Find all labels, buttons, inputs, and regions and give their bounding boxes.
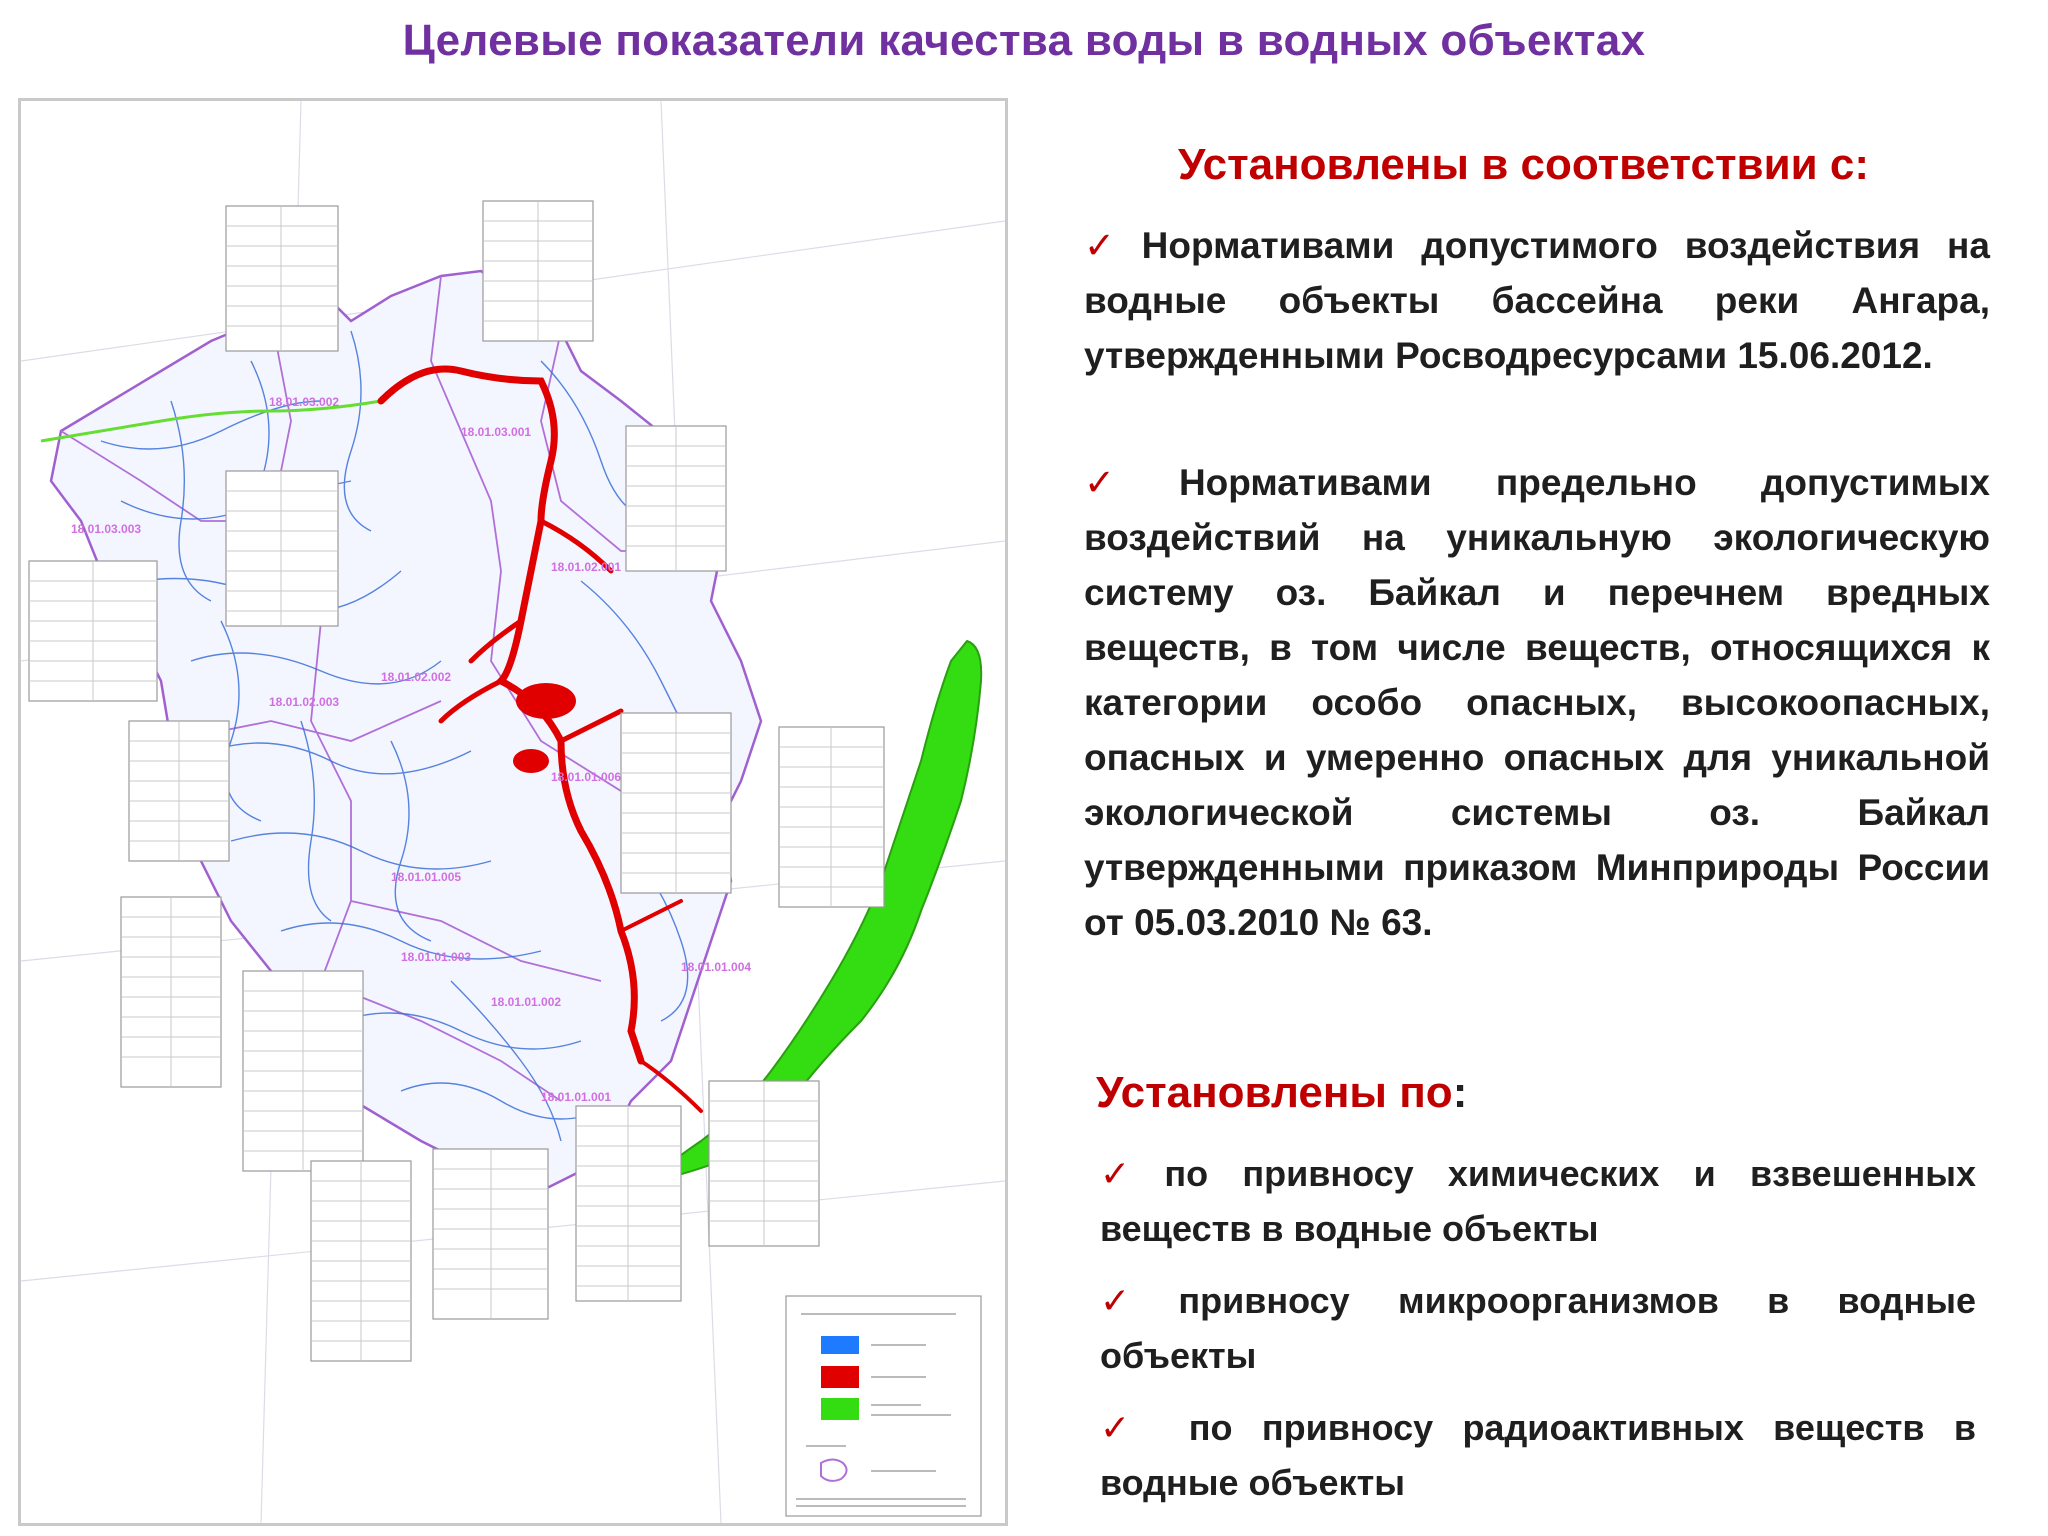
basin-label: 18.01.03.001	[461, 425, 532, 439]
basin-label: 18.01.03.003	[71, 522, 142, 536]
criterion-item-2	[1100, 1273, 1976, 1383]
checkmark-icon: ✓	[1084, 225, 1132, 266]
basin-label: 18.01.02.003	[269, 695, 340, 709]
basin-map	[21, 101, 1005, 1523]
basin-label: 18.01.01.005	[391, 870, 462, 884]
section-heading-by-text: Установлены по	[1096, 1068, 1453, 1117]
basin-label: 18.01.02.001	[551, 560, 622, 574]
map-panel	[18, 98, 1008, 1526]
map-legend	[786, 1296, 981, 1516]
page-title: Целевые показатели качества воды в водных объектах	[402, 16, 1646, 65]
section-heading-colon: :	[1452, 1068, 1468, 1117]
criterion-item-3	[1100, 1400, 1976, 1510]
basin-label: 18.01.01.002	[491, 995, 562, 1009]
basin-label: 18.01.02.002	[381, 670, 452, 684]
norm-item-2-text: Нормативами предельно допустимых воздействий на уникальную экологическую систему оз. Байкал и перечнем вредных веществ, в том числе веществ, относящихся к категории особо опасных, высокоопасных, опасных и умеренно опасных для уникальной экологической системы оз. Байкал утвержденными приказом Минприроды России от 05.03.2010 № 63.	[1084, 462, 1990, 943]
criterion-item-3-text: по привносу радиоактивных веществ в водные объекты	[1100, 1407, 1977, 1503]
norm-item-1-text: Нормативами допустимого воздействия на водные объекты бассейна реки Ангара, утвержденными Росводресурсами 15.06.2012.	[1084, 225, 1990, 376]
checkmark-icon: ✓	[1100, 1280, 1169, 1321]
basin-label: 18.01.01.001	[541, 1090, 612, 1104]
basin-label: 18.01.01.006	[551, 770, 622, 784]
checkmark-icon: ✓	[1100, 1153, 1155, 1194]
section-heading-by	[1096, 1068, 1467, 1118]
criterion-item-1-text: по привносу химических и взвешенных веществ в водные объекты	[1100, 1153, 1976, 1249]
norm-item-1	[1084, 218, 1990, 383]
checkmark-icon: ✓	[1100, 1407, 1150, 1448]
criterion-item-2-text: привносу микроорганизмов в водные объекты	[1100, 1280, 1976, 1376]
section-heading-accordance: Установлены в соответствии с:	[1178, 140, 1870, 189]
criterion-item-1	[1100, 1146, 1976, 1256]
basin-label: 18.01.01.004	[681, 960, 752, 974]
map-image	[21, 101, 1005, 1523]
checkmark-icon: ✓	[1084, 462, 1169, 503]
basin-label: 18.01.01.003	[401, 950, 472, 964]
basin-label: 18.01.03.002	[269, 395, 340, 409]
norm-item-2	[1084, 455, 1990, 950]
